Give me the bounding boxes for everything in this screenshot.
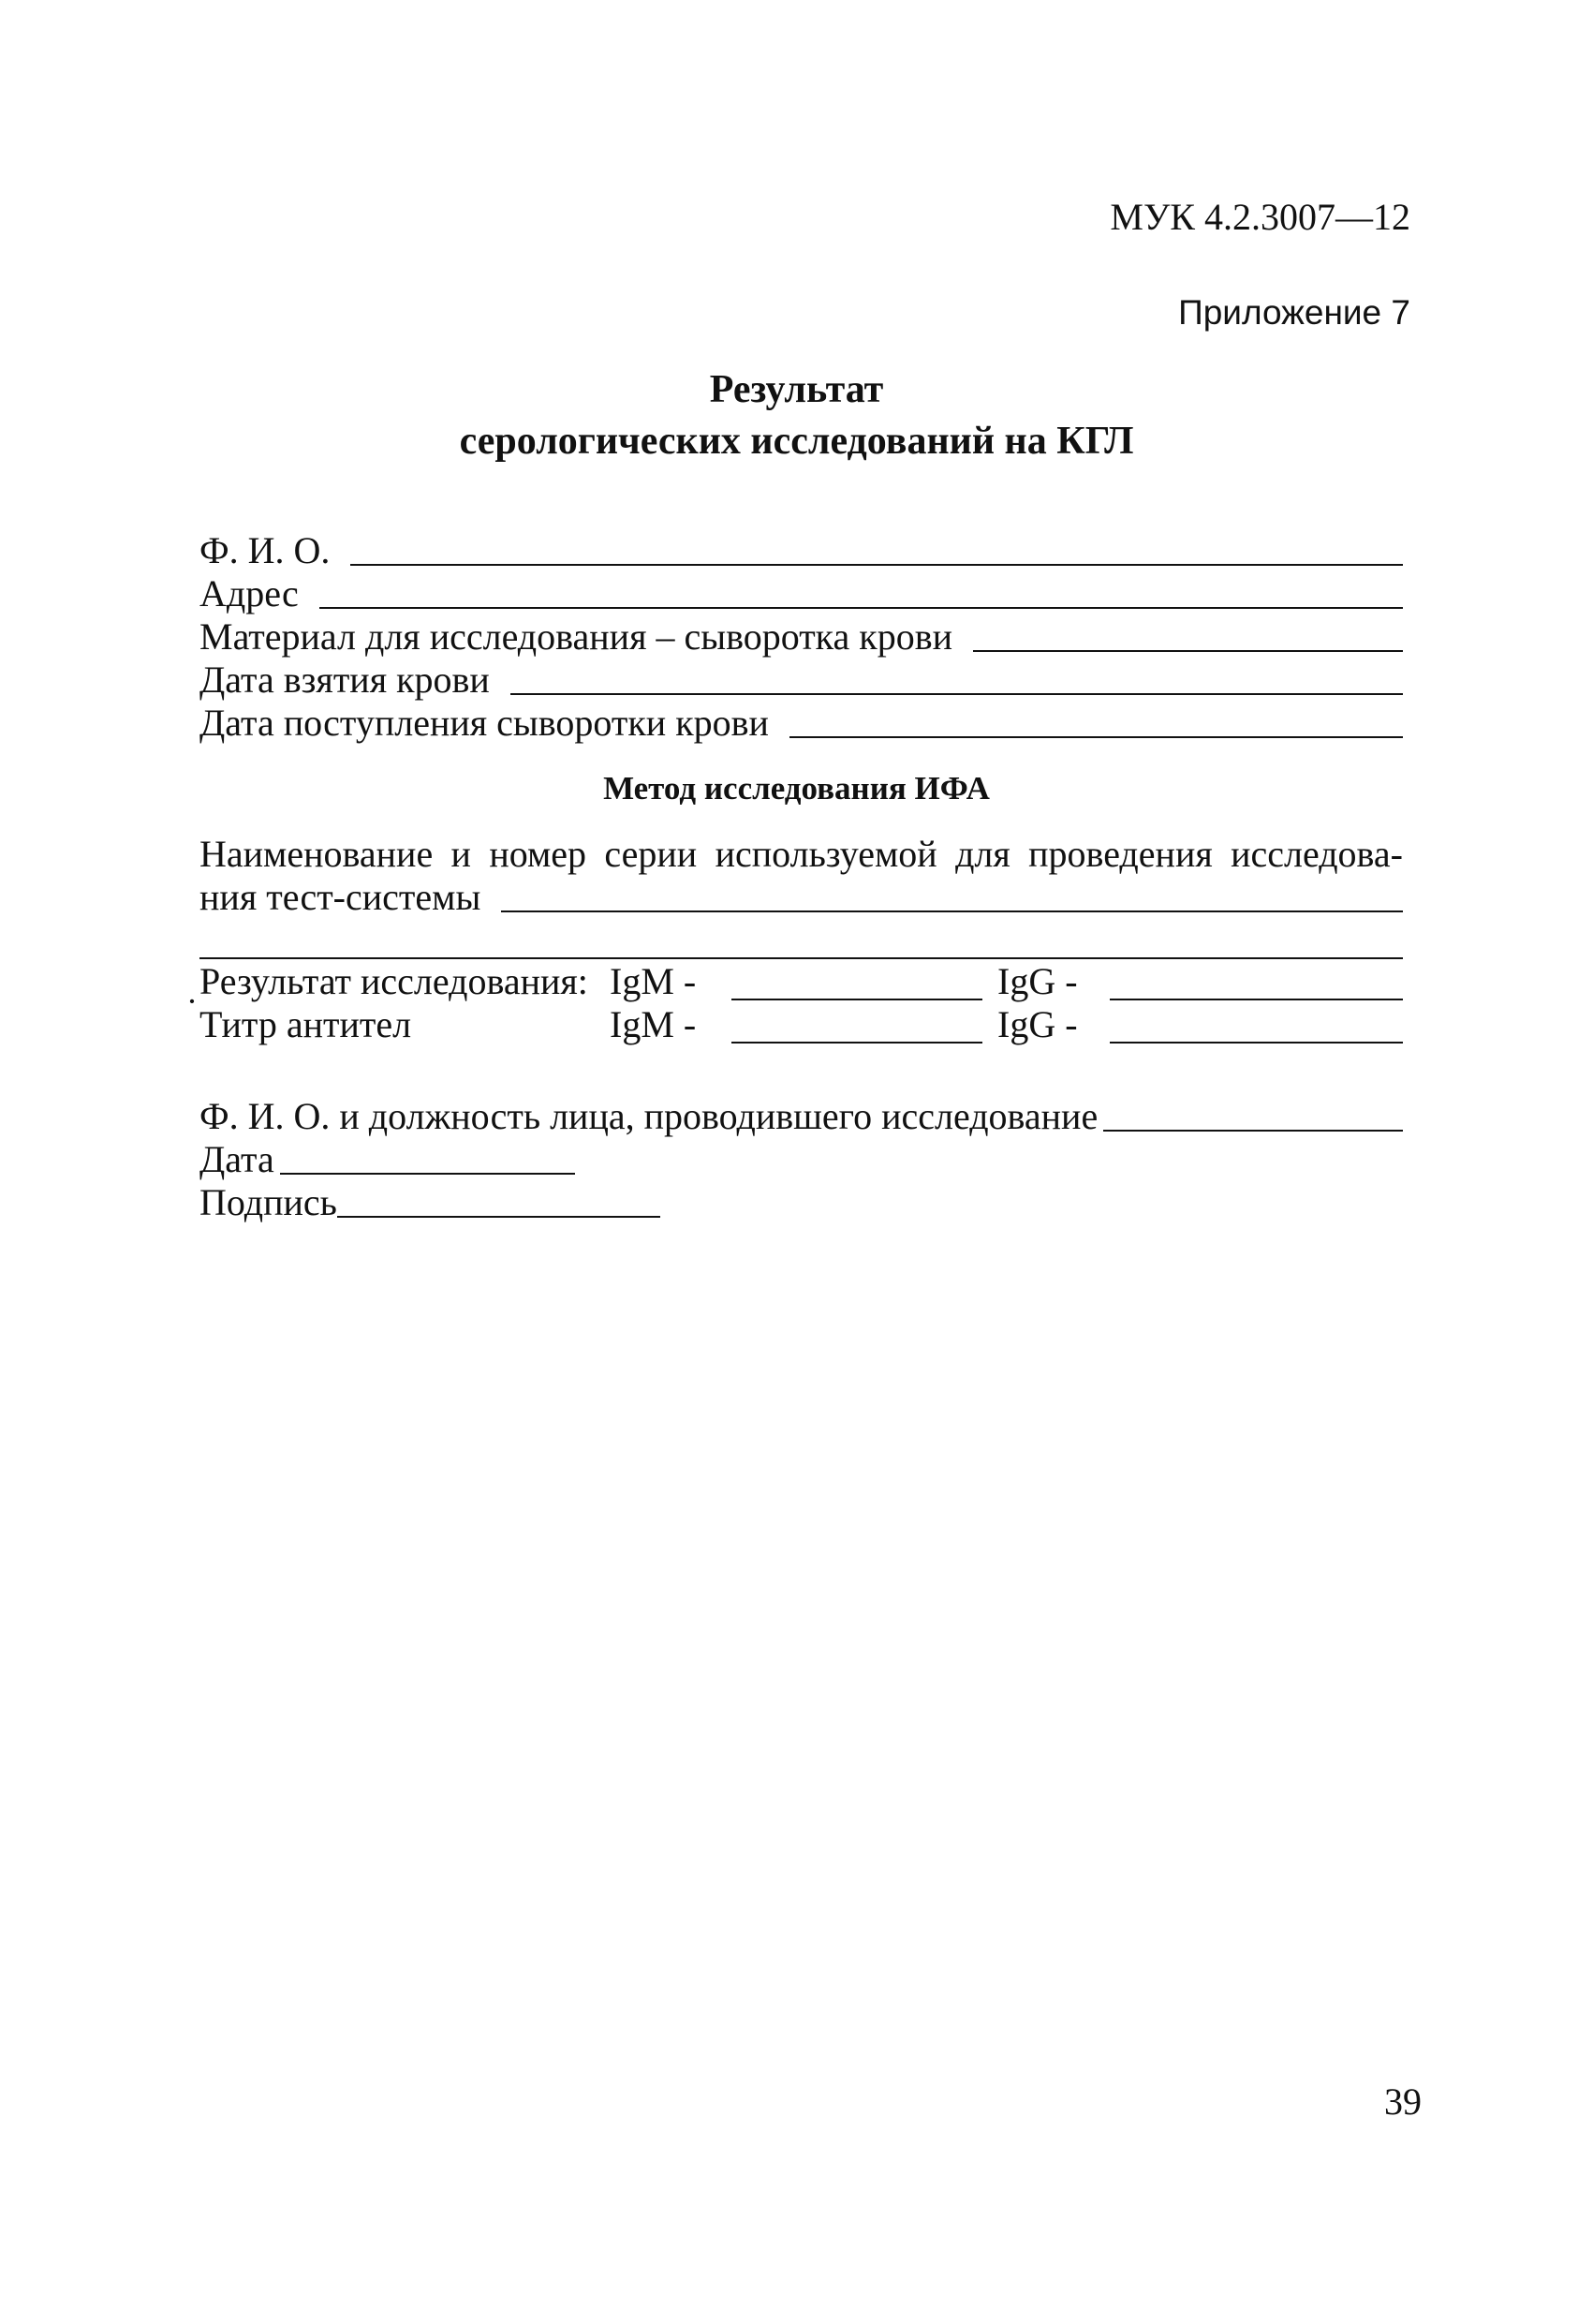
test-system-field — [199, 873, 1403, 918]
blood-date-underline — [510, 693, 1403, 695]
fio-label: Ф. И. О. — [199, 529, 331, 571]
form-subtitle: серологических исследований на КГЛ — [459, 420, 1134, 463]
result-igm-underline — [731, 999, 982, 1000]
serum-date-label: Дата поступления сыворотки крови — [199, 702, 769, 744]
signature-label: Подпись — [199, 1181, 337, 1223]
appendix-label: Приложение 7 — [1178, 293, 1410, 332]
titer-row — [199, 1003, 1403, 1051]
form-title: Результат — [709, 368, 884, 411]
titer-igm-label: IgM - — [610, 1003, 697, 1045]
page-number: 39 — [1384, 2080, 1422, 2123]
result-row — [199, 960, 1403, 1008]
test-system-underline — [501, 910, 1403, 912]
titer-igg-underline — [1110, 1042, 1403, 1044]
margin-mark: · — [186, 983, 198, 1020]
fio-field — [199, 526, 1403, 571]
researcher-underline — [1103, 1130, 1403, 1132]
address-field — [199, 570, 1403, 614]
signature-underline — [337, 1216, 660, 1218]
material-field — [199, 613, 1403, 658]
test-system-extra-line — [199, 957, 1403, 959]
result-label: Результат исследования: — [199, 960, 588, 1002]
date-underline — [280, 1173, 575, 1175]
result-igg-underline — [1110, 999, 1403, 1000]
address-label: Адрес — [199, 572, 299, 614]
titer-igm-underline — [731, 1042, 982, 1044]
serum-date-underline — [789, 736, 1403, 738]
test-system-text-line1: Наименование и номер серии используемой для проведения исследова- — [199, 833, 1403, 875]
titer-label: Титр антител — [199, 1003, 412, 1045]
researcher-label: Ф. И. О. и должность лица, проводившего исследование — [199, 1095, 1099, 1137]
result-igm-label: IgM - — [610, 960, 697, 1002]
serum-date-field — [199, 699, 1403, 744]
researcher-field — [199, 1092, 1403, 1137]
blood-date-label: Дата взятия крови — [199, 659, 490, 701]
document-code: МУК 4.2.3007—12 — [1110, 196, 1410, 238]
date-label: Дата — [199, 1138, 274, 1180]
address-underline — [319, 607, 1403, 609]
material-underline — [973, 650, 1403, 652]
titer-igg-label: IgG - — [997, 1003, 1078, 1045]
result-igg-label: IgG - — [997, 960, 1078, 1002]
material-label: Материал для исследования – сыворотка крови — [199, 615, 952, 658]
method-title: Метод исследования ИФА — [603, 770, 990, 807]
signature-field — [199, 1178, 660, 1223]
test-system-label: ния тест-системы — [199, 876, 481, 918]
date-field — [199, 1135, 575, 1180]
blood-date-field — [199, 656, 1403, 701]
fio-underline — [350, 564, 1403, 566]
